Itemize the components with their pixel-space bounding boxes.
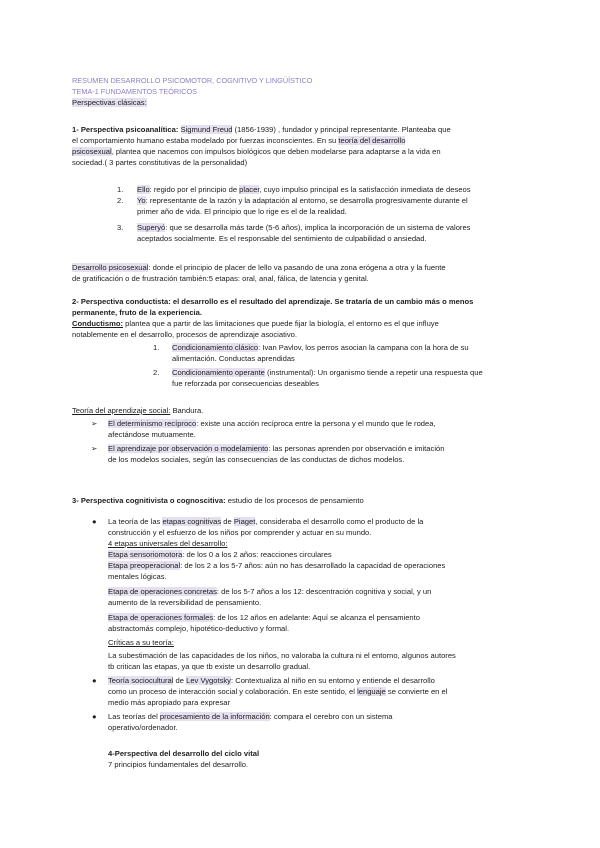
section-heading: Perspectivas clásicas: — [72, 98, 147, 107]
psicosexual-line2: de gratificación o de frustración también:5 etapas: oral, anal, fálica, de latencia y genital. — [72, 274, 369, 283]
criticas-line2: tb critican las etapas, ya que tb existe un desarrollo gradual. — [108, 662, 311, 671]
piaget-line1: La teoría de las etapas cognitivas de Piaget, consideraba el desarrollo como el producto de la — [108, 517, 424, 526]
p1-line2: el comportamiento humano estaba modelado por fuerzas inconscientes. En su teoría del desarrollo — [72, 136, 406, 145]
etapa-sensoriomotora: Etapa sensoriomotora: de los 0 a los 2 años: reacciones circulares — [108, 550, 332, 559]
piaget-line2: construcción y el esfuerzo de los niños por comprender y actuar en su mundo. — [108, 528, 372, 537]
social-item-observacion: El aprendizaje por observación o modelamiento: las personas aprenden por observación e imitación — [108, 444, 445, 453]
procesamiento-line2: operativo/ordenador. — [108, 723, 178, 732]
etapa-concretas: Etapa de operaciones concretas: de los 5-7 años a los 12: descentración cognitiva y social, y un — [108, 587, 432, 596]
list-item-ello: 1. — [117, 185, 124, 194]
arrow-icon: ➢ — [91, 419, 98, 428]
list-item-clasico: 1. — [153, 343, 160, 352]
vygotsky-line1: Teoría sociocultural de Lev Vygotsky: Contextualiza al niño en su entorno y entiende el desarrollo — [108, 676, 435, 685]
criticas-line1: La subestimación de las capacidades de los niños, no valoraba la cultura ni el entorno, algunos autores — [108, 651, 456, 660]
p2-heading-line2: permanente, fruto de la experiencia. — [72, 308, 202, 317]
p4-heading: 4-Perspectiva del desarrollo del ciclo vital — [108, 749, 260, 758]
document-subtitle: TEMA-1 FUNDAMENTOS TEÓRICOS — [72, 87, 198, 96]
etapa-formales: Etapa de operaciones formales: de los 12 años en adelante: Aquí se alcanza el pensamiento — [108, 613, 420, 622]
p1-line3: psicosexual, plantea que nacemos con impulsos biológicos que deben modelarse para adaptarse a la vida en — [72, 147, 441, 156]
aprendizaje-social: Teoría del aprendizaje social: Bandura. — [72, 406, 204, 415]
conductismo-line2: notablemente en el desarrollo, procesos de aprendizaje asociativo. — [72, 330, 297, 339]
etapas-title: 4 etapas universales del desarrollo: — [108, 539, 228, 548]
document-title: RESUMEN DESARROLLO PSICOMOTOR, COGNITIVO Y LINGÜÍSTICO — [72, 76, 313, 85]
bullet-icon: ● — [92, 676, 97, 685]
bullet-icon: ● — [92, 712, 97, 721]
arrow-icon: ➢ — [91, 444, 98, 453]
criticas-title: Críticas a su teoría: — [108, 638, 174, 647]
list-item-operante: 2. — [153, 368, 160, 377]
psicosexual-line1: Desarrollo psicosexual: donde el principio de placer de lello va pasando de una zona erógena a otra y la fuente — [72, 263, 446, 272]
p3-heading: 3- Perspectiva cognitivista o cognoscitiva: estudio de los procesos de pensamiento — [72, 496, 364, 505]
procesamiento-line1: Las teorías del procesamiento de la información: compara el cerebro con un sistema — [108, 712, 393, 721]
list-item-superyo: 3. — [117, 223, 124, 232]
p1-line4: sociedad.( 3 partes constitutivas de la personalidad) — [72, 158, 248, 167]
vygotsky-line2: como un proceso de interacción social y colaboración. En este sentido, el lenguaje se convierte en el — [108, 687, 448, 696]
vygotsky-line3: medio más apropiado para expresar — [108, 698, 230, 707]
list-item-yo: 2. — [117, 196, 124, 205]
document-page: RESUMEN DESARROLLO PSICOMOTOR, COGNITIVO Y LINGÜÍSTICO TEMA-1 FUNDAMENTOS TEÓRICOS Perspectivas clásicas: 1- Perspectiva psicoanalítica: Sigmund Freud (1856-1939) , fundador y principal representante. Planteaba que el comportamiento humano estaba modelado por fuerzas inconscientes. En su teoría del desarrollo psicosexual, plantea que nacemos con impulsos biológicos que deben modelarse para adaptarse a la vida en sociedad.( 3 partes constitutivas de la personalidad) 1. Ello: regido por el principio de placer, cuyo impulso principal es la satisfacción inmediata de deseos 2. Yo: representante de la razón y la adaptación al entorno, se desarrolla progresivamente durante el primer año de vida. El principio que lo rige es el de la realidad. 3. Superyó: que se desarrolla más tarde (5-6 años), implica la incorporación de un sistema de valores aceptados socialmente. Es el responsable del sentimiento de culpabilidad o ansiedad. Desarrollo psicosexual: donde el principio de placer de lello va pasando de una zona erógena a otra y la fuente de gratificación o de frustración también:5 etapas: oral, anal, fálica, de latencia y genital. 2- Perspectiva conductista: el desarrollo es el resultado del aprendizaje. Se trataría de un cambio más o menos permanente, fruto de la experiencia. Conductismo: plantea que a partir de las limitaciones que puede fijar la biología, el entorno es el que influye notablemente en el desarrollo, procesos de aprendizaje asociativo. 1. Condicionamiento clásico: Ivan Pavlov, los perros asocian la campana con la hora de su alimentación. Conductas aprendidas 2. Condicionamiento operante (instrumental): Un organismo tiende a repetir una respuesta que fue reforzada por consecuencias deseables Teoría del aprendizaje social: Bandura. ➢ El determinismo recíproco: existe una acción recíproca entre la persona y el mundo que le rodea, afectándose mutuamente. ➢ El aprendizaje por observación o modelamiento: las personas aprenden por observación e imitación de los modelos sociales, según las consecuencias de las conductas de dichos modelos. 3- Perspectiva cognitivista o cognoscitiva: estudio de los procesos de pensamiento ● La teoría de las etapas cognitivas de Piaget, consideraba el desarrollo como el producto de la construcción y el esfuerzo de los niños por comprender y actuar en su mundo. 4 etapas universales del desarrollo: Etapa sensoriomotora: de los 0 a los 2 años: reacciones circulares Etapa preoperacional: de los 2 a los 5-7 años: aún no has desarrollado la capacidad de operaciones mentales lógicas. Etapa de operaciones concretas: de los 5-7 años a los 12: descentración cognitiva y social, y un aumento de la reversibilidad de pensamiento. Etapa de operaciones formales: de los 12 años en adelante: Aquí se alcanza el pensamiento abstractomás complejo, hipotético-deductivo y formal. Críticas a su teoría: La subestimación de las capacidades de los niños, no valoraba la cultura ni el entorno, algunos autores tb critican las etapas, ya que tb existe un desarrollo gradual. ● Teoría sociocultural de Lev Vygotsky: Contextualiza al niño en su entorno y entiende el desarrollo como un proceso de interacción social y colaboración. En este sentido, el lenguaje se convierte en el medio más apropiado para expresar ● Las teorías del procesamiento de la información: compara el cerebro con un sistema operativo/ordenador. 4-Perspectiva del desarrollo del ciclo vital 7 principios fundamentales del desarrollo. — [72, 76, 483, 769]
p1-line1: 1- Perspectiva psicoanalítica: Sigmund Freud (1856-1939) , fundador y principal representante. Planteaba que — [72, 125, 451, 134]
bullet-icon: ● — [92, 517, 97, 526]
p2-heading-line1: 2- Perspectiva conductista: el desarrollo es el resultado del aprendizaje. Se trataría de un cambio más o menos — [72, 297, 474, 306]
etapa-preoperacional: Etapa preoperacional: de los 2 a los 5-7 años: aún no has desarrollado la capacidad de operaciones — [108, 561, 446, 570]
social-item-determinismo: El determinismo recíproco: existe una acción recíproca entre la persona y el mundo que le rodea, — [108, 419, 436, 428]
conductismo-line1: Conductismo: plantea que a partir de las limitaciones que puede fijar la biología, el entorno es el que influye — [72, 319, 439, 328]
p4-text: 7 principios fundamentales del desarrollo. — [108, 760, 249, 769]
